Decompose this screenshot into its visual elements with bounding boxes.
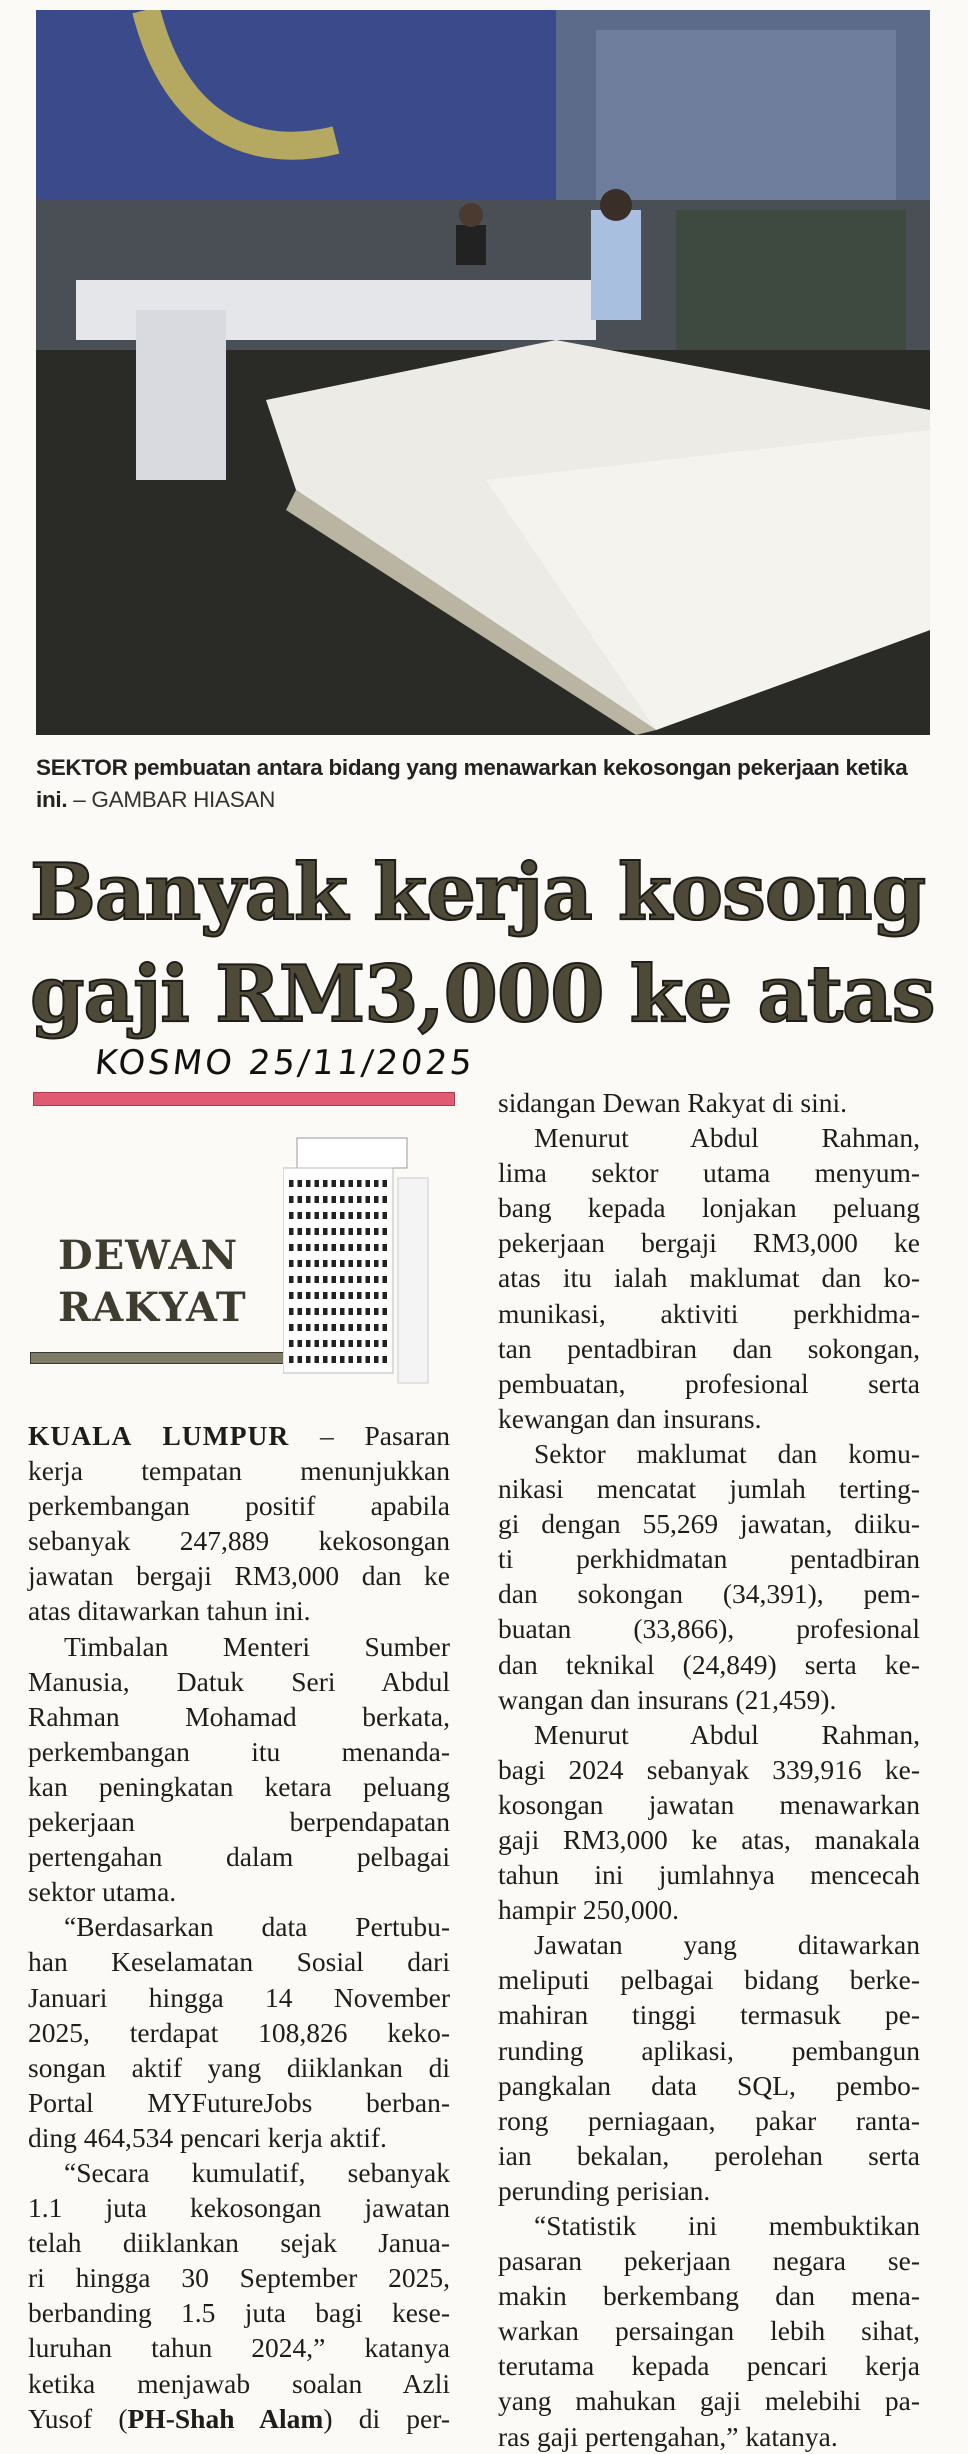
section-label-line-2: RAKYAT [58,1284,247,1331]
article-line-text: Rahman Mohamad berkata, [28,1700,450,1732]
building-window [323,1260,328,1267]
building-window [357,1196,362,1203]
article-line [498,1155,920,1190]
handwritten-source-note: KOSMO 25/11/2025 [92,1043,477,1083]
building-window [374,1308,379,1315]
article-line [28,2015,450,2050]
building-window [374,1180,379,1187]
building-window [306,1356,311,1363]
article-line-text: buatan (33,866), profesional [498,1613,920,1645]
article-line-text: pangkalan data SQL, pembo- [498,2069,920,2101]
article-line-text: kan peningkatan ketara peluang [28,1770,450,1802]
building-window [349,1356,354,1363]
caption-text: pembuatan antara bidang yang menawarkan kekosongan pekerjaan ketika ini. [36,755,908,812]
article-line-text: lima sektor utama menyum- [498,1157,920,1189]
article-line-text: pembuatan, profesional serta [498,1367,920,1399]
article-line-text: bagi 2024 sebanyak 339,916 ke- [498,1753,920,1785]
article-line [28,1804,450,1839]
building-window [306,1340,311,1347]
building-window [332,1340,337,1347]
article-line: “Secara kumulatif, sebanyak [64,2156,450,2188]
article-line-text: pekerjaan berpendapatan [28,1806,450,1838]
building-window [332,1244,337,1251]
article-line: ri hingga 30 September 2025, [28,2262,450,2294]
article-line-text: – Pasaran [319,1420,450,1451]
building-window [315,1356,320,1363]
article-line [498,1822,920,1857]
building-window [323,1196,328,1203]
article-line-text: meliputi pelbagai bidang berke- [498,1964,920,1996]
article-line-text: ian bekalan, perolehan serta [498,2139,920,2171]
building-window [306,1324,311,1331]
building-window [374,1260,379,1267]
building-window [298,1356,303,1363]
building-window [383,1196,388,1203]
building-window [323,1356,328,1363]
building-window [349,1276,354,1283]
article-line [498,2208,920,2243]
article-line: berbanding 1.5 juta bagi kese- [28,2297,450,2329]
building-window [374,1324,379,1331]
parliament-building-icon [283,1118,433,1388]
article-line [498,1857,920,1892]
building-window [357,1212,362,1219]
caption-credit: – GAMBAR HIASAN [67,787,276,812]
building-window [315,1180,320,1187]
article-line [28,1909,450,1944]
article-line [498,1085,920,1120]
article-line-text: rong perniagaan, pakar ranta- [498,2104,920,2136]
article-line [498,1787,920,1822]
building-window [323,1228,328,1235]
article-line [28,1980,450,2015]
building-window [289,1228,294,1235]
building-window [289,1276,294,1283]
article-line-text: kewangan dan insurans. [498,1402,762,1434]
article-line-text: pertengahan dalam pelbagai [28,1841,450,1873]
building-window [323,1180,328,1187]
article-line [498,1997,920,2032]
building-window [323,1308,328,1315]
building-window [349,1340,354,1347]
building-window [306,1244,311,1251]
building-window [306,1180,311,1187]
building-window [340,1180,345,1187]
article-line-text: songan aktif yang diiklankan di [28,2051,450,2083]
article-line-text: mahiran tinggi termasuk pe- [498,1999,920,2031]
building-window [306,1308,311,1315]
article-line-text: Timbalan Menteri Sumber [64,1630,450,1662]
article-line-text: yang mahukan gaji melebihi pa- [498,2385,920,2417]
building-window [315,1212,320,1219]
article-line [28,1944,450,1979]
article-line-text: Menurut Abdul Rahman, [534,1122,920,1154]
article-line-text: perkembangan itu menanda- [28,1735,450,1767]
article-line-text: pekerjaan bergaji RM3,000 ke [498,1227,920,1259]
building-window [289,1308,294,1315]
headline-line-1: Banyak kerja kosong [30,847,926,938]
article-line [498,1576,920,1611]
building-window [315,1340,320,1347]
building-window [332,1228,337,1235]
article-line [498,1401,920,1436]
building-window [340,1308,345,1315]
article-line-text: han Keselamatan Sosial dari [28,1946,450,1978]
building-window [315,1308,320,1315]
mp-constituency: PH-Shah Alam [127,2402,324,2434]
article-line: sebanyak 247,889 kekosongan [28,1525,450,1557]
building-window [298,1292,303,1299]
building-window [340,1292,345,1299]
building-window [383,1212,388,1219]
building-window [383,1292,388,1299]
article-line [498,1296,920,1331]
building-window [366,1308,371,1315]
building-window [289,1340,294,1347]
article-line-text: Manusia, Datuk Seri Abdul [28,1665,450,1697]
article-line [28,1699,450,1734]
building-window [366,1180,371,1187]
building-window [289,1324,294,1331]
article-line [498,1541,920,1576]
article-line [498,1647,920,1682]
building-window [298,1308,303,1315]
building-window [383,1324,388,1331]
building-window [298,1180,303,1187]
building-window [383,1308,388,1315]
building-window [366,1196,371,1203]
article-line-text: tan pentadbiran dan sokongan, [498,1332,920,1364]
article-line-text: sidangan Dewan Rakyat di sini. [498,1087,848,1118]
building-window [357,1228,362,1235]
building-window [332,1324,337,1331]
building-window [349,1244,354,1251]
article-line-text: dan sokongan (34,391), pem- [498,1578,920,1610]
building-window [383,1244,388,1251]
building-window [366,1340,371,1347]
building-window [332,1356,337,1363]
building-window [306,1276,311,1283]
article-line [498,1752,920,1787]
building-window [366,1276,371,1283]
article-line: ketika menjawab soalan Azli [28,2367,450,2399]
building-window [366,1260,371,1267]
building-window [323,1340,328,1347]
article-line [498,2348,920,2383]
building-window [383,1356,388,1363]
building-window [298,1212,303,1219]
building-window [323,1292,328,1299]
building-window [374,1292,379,1299]
building-window [289,1196,294,1203]
building-window [289,1212,294,1219]
article-line: perkembangan positif apabila [28,1490,450,1522]
article-line-text: atas itu ialah maklumat dan ko- [498,1262,920,1294]
building-window [306,1292,311,1299]
building-window [340,1212,345,1219]
building-window [357,1244,362,1251]
building-window [323,1276,328,1283]
building-window [315,1324,320,1331]
article-line-text: gi dengan 55,269 jawatan, diiku- [498,1508,920,1540]
article-line [498,2383,920,2418]
building-window [374,1196,379,1203]
building-window [357,1324,362,1331]
article-line [498,1682,920,1717]
article-line [498,1506,920,1541]
article-line [28,2050,450,2085]
building-window [298,1260,303,1267]
building-window [374,1356,379,1363]
building-window [357,1260,362,1267]
article-line [28,1418,450,1453]
article-line-text: perunding perisian. [498,2174,711,2206]
building-window [315,1244,320,1251]
building-window [289,1356,294,1363]
building-window [315,1196,320,1203]
building-window [383,1228,388,1235]
building-window [306,1228,311,1235]
building-window [340,1356,345,1363]
building-window [332,1292,337,1299]
article-line: atas ditawarkan tahun ini. [28,1595,311,1627]
article-line [498,2419,920,2454]
article-line-text: ) di per- [323,2402,450,2434]
factory-photo-illustration [36,10,930,735]
caption-lead: SEKTOR [36,755,128,780]
article-line-text: Yusof ( [28,2402,128,2434]
article-line [28,1629,450,1664]
building-window [323,1212,328,1219]
building-window [383,1180,388,1187]
article-line [498,1471,920,1506]
article-line [498,1331,920,1366]
article-line [498,1225,920,1260]
building-window [289,1292,294,1299]
article-line [498,2033,920,2068]
building-window [349,1324,354,1331]
building-window [340,1324,345,1331]
building-window [374,1340,379,1347]
article-line-text: hampir 250,000. [498,1894,680,1926]
article-line [498,2138,920,2173]
article-line-text: munikasi, aktiviti perkhidma- [498,1297,920,1329]
article-line [498,2243,920,2278]
building-window [298,1324,303,1331]
building-window [374,1276,379,1283]
article-line [498,1120,920,1155]
building-window [298,1228,303,1235]
building-window [315,1276,320,1283]
article-line-text: sektor utama. [28,1876,177,1908]
article-line-text: “Statistik ini membuktikan [534,2210,920,2241]
building-window [349,1308,354,1315]
article-column-right [498,1085,920,2454]
building-window [366,1292,371,1299]
headline-line-2: gaji RM3,000 ke atas [30,949,935,1040]
building-window [315,1228,320,1235]
building-window [332,1276,337,1283]
article-line [498,1717,920,1752]
article-line [28,1664,450,1699]
article-line-text: pasaran pekerjaan negara se- [498,2245,920,2277]
article-line-text: Portal MYFutureJobs berban- [28,2086,450,2118]
article-line-text: tahun ini jumlahnya mencecah [498,1859,920,1891]
building-window [332,1196,337,1203]
article-line-text: wangan dan insurans (21,459). [498,1683,837,1715]
article-line-text: ras gaji pertengahan,” katanya. [498,2420,838,2452]
building-window [306,1196,311,1203]
building-window [357,1180,362,1187]
building-window [349,1292,354,1299]
building-window [383,1260,388,1267]
building-window [323,1244,328,1251]
dateline: KUALA LUMPUR [28,1420,290,1451]
article-line: 1.1 juta kekosongan jawatan [28,2192,450,2224]
building-window [332,1260,337,1267]
article-line [498,1962,920,1997]
article-line: jawatan bergaji RM3,000 dan ke [28,1560,450,1592]
article-line: telah diiklankan sejak Janua- [28,2227,450,2259]
article-line-text: Menurut Abdul Rahman, [534,1718,920,1750]
building-window [332,1308,337,1315]
building-window [357,1340,362,1347]
building-window [357,1276,362,1283]
building-window [357,1308,362,1315]
article-line-text: kosongan jawatan menawarkan [498,1788,920,1820]
article-line [498,1436,920,1471]
building-window [298,1244,303,1251]
building-window [349,1260,354,1267]
building-window [340,1276,345,1283]
building-window [349,1212,354,1219]
article-line [498,2173,920,2208]
article-line [28,2085,450,2120]
article-line [498,1927,920,1962]
building-window [366,1244,371,1251]
article-line-text: warkan persaingan lebih sihat, [498,2315,920,2347]
building-window [315,1292,320,1299]
building-window [298,1196,303,1203]
article-line: luruhan tahun 2024,” katanya [28,2332,450,2364]
article-line [28,1769,450,1804]
building-window [340,1260,345,1267]
building-window [340,1340,345,1347]
photo-caption [36,752,936,816]
building-window [298,1340,303,1347]
article-line: kerja tempatan menunjukkan [28,1455,450,1487]
article-line-text: ding 464,534 pencari kerja aktif. [28,2121,387,2153]
article-line [28,1839,450,1874]
building-window [357,1292,362,1299]
article-line [498,1190,920,1225]
building-window [366,1212,371,1219]
building-window [366,1228,371,1235]
building-window [340,1196,345,1203]
building-window [289,1260,294,1267]
article-line-text: terutama kepada pencari kerja [498,2350,920,2382]
article-line-text: 2025, terdapat 108,826 keko- [28,2016,450,2048]
section-label [58,1230,247,1334]
building-window [323,1324,328,1331]
article-line [498,1611,920,1646]
article-line-text: Januari hingga 14 November [28,1981,450,2013]
building-window [289,1180,294,1187]
building-window [332,1212,337,1219]
article-line-text: ti perkhidmatan pentadbiran [498,1543,920,1575]
building-window [306,1212,311,1219]
building-window [374,1212,379,1219]
building-window [340,1228,345,1235]
article-line [498,2103,920,2138]
article-line [28,1874,450,1909]
building-window [289,1244,294,1251]
article-line [498,1892,920,1927]
building-window [349,1180,354,1187]
building-window [374,1244,379,1251]
building-window [315,1260,320,1267]
article-line-text: “Berdasarkan data Pertubu- [64,1911,450,1943]
article-line [498,1366,920,1401]
building-window [366,1324,371,1331]
article-photo [36,10,930,735]
red-divider [33,1092,455,1106]
article-line-text: runding aplikasi, pembangun [498,2034,920,2066]
article-line [28,1734,450,1769]
article-column-left [28,1418,450,2436]
article-line [28,2120,450,2155]
section-label-line-1: DEWAN [58,1232,239,1279]
article-line [498,1260,920,1295]
article-line [28,2401,450,2436]
article-line-text: Jawatan yang ditawarkan [534,1929,920,1961]
building-window [349,1196,354,1203]
building-window [332,1180,337,1187]
article-headline [30,842,950,1046]
building-window [349,1228,354,1235]
building-window [383,1276,388,1283]
building-window [357,1356,362,1363]
article-line [498,2068,920,2103]
article-line-text: dan teknikal (24,849) serta ke- [498,1648,920,1680]
article-line-text: gaji RM3,000 ke atas, manakala [498,1823,920,1855]
article-line-text: bang kepada lonjakan peluang [498,1192,920,1224]
building-window [298,1276,303,1283]
article-line [498,2313,920,2348]
building-window [306,1260,311,1267]
building-window [366,1356,371,1363]
article-line-text: makin berkembang dan mena- [498,2280,920,2312]
article-line [498,2278,920,2313]
article-line-text: nikasi mencatat jumlah terting- [498,1473,920,1505]
building-window [340,1244,345,1251]
building-window [383,1340,388,1347]
article-line-text: Sektor maklumat dan komu- [534,1437,920,1469]
building-window [374,1228,379,1235]
